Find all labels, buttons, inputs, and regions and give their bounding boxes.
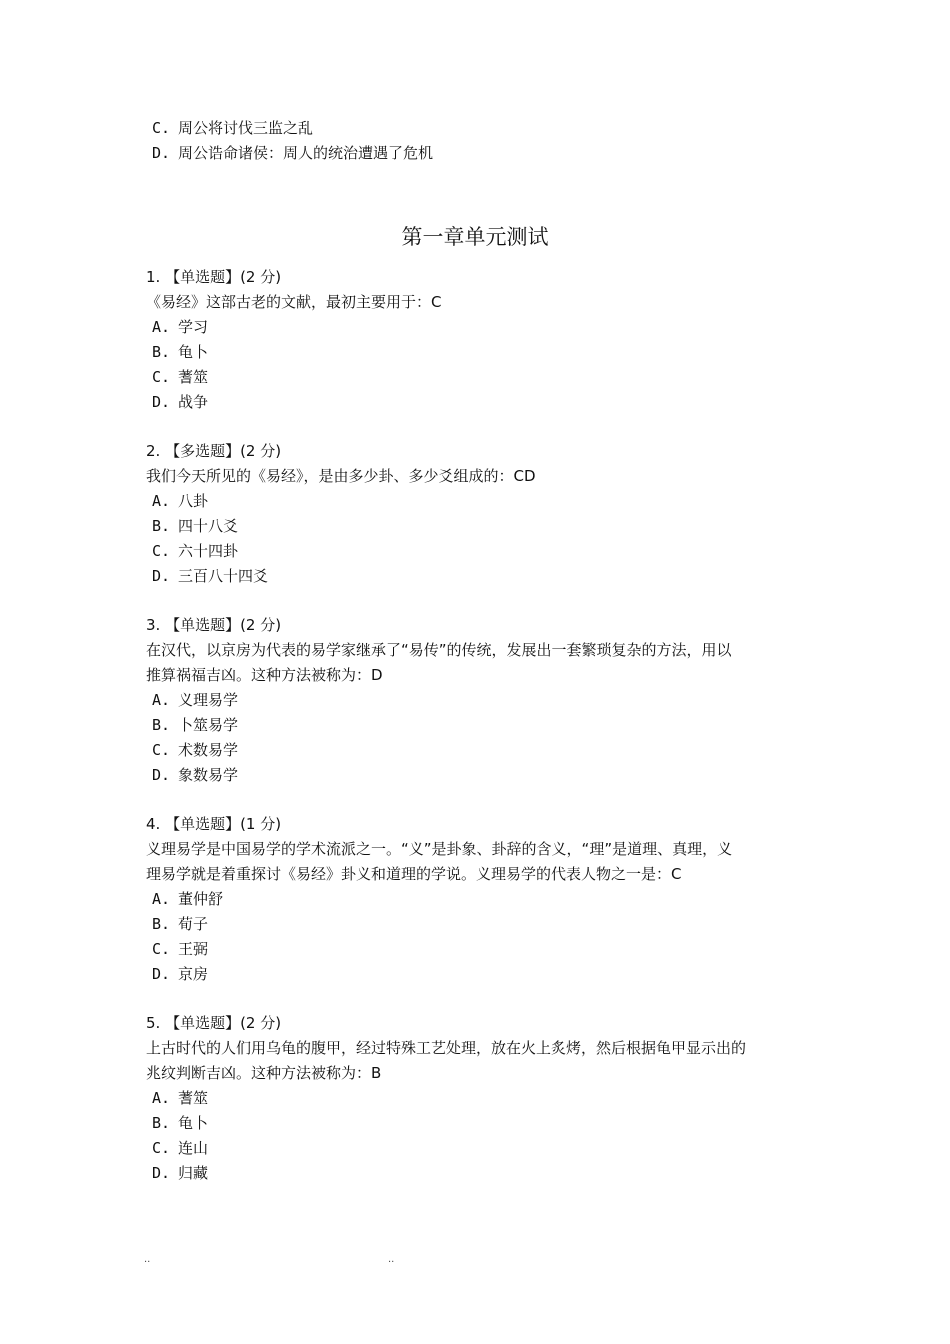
option-a — [152, 889, 223, 909]
question-text: 《易经》这部古老的文献，最初主要用于：C — [146, 293, 442, 311]
option-text: 六十四卦 — [178, 542, 239, 560]
option-c — [152, 939, 208, 959]
option-text: 三百八十四爻 — [178, 567, 269, 585]
option-d — [152, 765, 238, 785]
option-c — [152, 367, 208, 387]
option-text: 京房 — [178, 965, 209, 983]
option-b — [152, 1113, 208, 1133]
prev-option-c — [152, 118, 313, 138]
option-text: 象数易学 — [178, 766, 239, 784]
option-letter: D. — [152, 1164, 171, 1182]
option-letter: A. — [152, 318, 171, 336]
option-text: 周公将讨伐三监之乱 — [178, 119, 314, 137]
option-letter: B. — [152, 517, 171, 535]
option-letter: A. — [152, 492, 171, 510]
option-letter: C. — [152, 940, 171, 958]
option-text: 董仲舒 — [178, 890, 224, 908]
option-letter: C. — [152, 1139, 171, 1157]
option-letter: B. — [152, 1114, 171, 1132]
option-text: 学习 — [178, 318, 209, 336]
option-d — [152, 964, 208, 984]
option-text: 龟卜 — [178, 1114, 209, 1132]
question-text: 义理易学是中国易学的学术流派之一。“义”是卦象、卦辞的含义，“理”是道理、真理，义 — [146, 840, 733, 858]
option-letter: D. — [152, 965, 171, 983]
footer-right-mark: .. — [388, 1254, 395, 1265]
option-a — [152, 491, 208, 511]
option-b — [152, 342, 208, 362]
option-text: 荀子 — [178, 915, 209, 933]
option-letter: C. — [152, 542, 171, 560]
question-header: 2. 【多选题】(2 分) — [146, 442, 282, 460]
option-letter: A. — [152, 890, 171, 908]
option-text: 龟卜 — [178, 343, 209, 361]
option-text: 连山 — [178, 1139, 209, 1157]
option-text: 义理易学 — [178, 691, 239, 709]
option-d — [152, 1163, 208, 1183]
option-text: 术数易学 — [178, 741, 239, 759]
option-d — [152, 392, 208, 412]
option-letter: D. — [152, 766, 171, 784]
option-letter: B. — [152, 343, 171, 361]
option-text: 周公诰命诸侯：周人的统治遭遇了危机 — [178, 144, 434, 162]
option-text: 卜筮易学 — [178, 716, 239, 734]
option-letter: B. — [152, 716, 171, 734]
question-text: 兆纹判断吉凶。这种方法被称为：B — [146, 1064, 382, 1082]
option-a — [152, 1088, 208, 1108]
chapter-title: 第一章单元测试 — [401, 225, 549, 249]
option-text: 战争 — [178, 393, 209, 411]
question-text: 理易学就是着重探讨《易经》卦义和道理的学说。义理易学的代表人物之一是：C — [146, 865, 682, 883]
option-text: 蓍筮 — [178, 1089, 209, 1107]
option-b — [152, 516, 238, 536]
option-text: 归藏 — [178, 1164, 209, 1182]
option-b — [152, 715, 238, 735]
question-header: 5. 【单选题】(2 分) — [146, 1014, 282, 1032]
question-header: 4. 【单选题】(1 分) — [146, 815, 282, 833]
option-text: 四十八爻 — [178, 517, 239, 535]
option-b — [152, 914, 208, 934]
option-c — [152, 1138, 208, 1158]
option-letter: C. — [152, 119, 171, 137]
option-letter: D. — [152, 567, 171, 585]
question-text: 我们今天所见的《易经》，是由多少卦、多少爻组成的：CD — [146, 467, 536, 485]
option-letter: C. — [152, 741, 171, 759]
option-text: 八卦 — [178, 492, 209, 510]
question-header: 1. 【单选题】(2 分) — [146, 268, 282, 286]
prev-option-d — [152, 143, 433, 163]
option-text: 王弼 — [178, 940, 209, 958]
option-letter: A. — [152, 691, 171, 709]
option-c — [152, 740, 238, 760]
option-letter: D. — [152, 393, 171, 411]
option-text: 蓍筮 — [178, 368, 209, 386]
question-text: 推算祸福吉凶。这种方法被称为：D — [146, 666, 383, 684]
option-c — [152, 541, 238, 561]
question-text: 在汉代，以京房为代表的易学家继承了“易传”的传统，发展出一套繁琐复杂的方法，用以 — [146, 641, 732, 659]
option-d — [152, 566, 268, 586]
question-header: 3. 【单选题】(2 分) — [146, 616, 282, 634]
question-text: 上古时代的人们用乌龟的腹甲，经过特殊工艺处理，放在火上炙烤，然后根据龟甲显示出的 — [146, 1039, 747, 1057]
option-letter: B. — [152, 915, 171, 933]
option-letter: C. — [152, 368, 171, 386]
footer-left-mark: .. — [144, 1254, 151, 1265]
option-letter: D. — [152, 144, 171, 162]
option-a — [152, 317, 208, 337]
option-letter: A. — [152, 1089, 171, 1107]
option-a — [152, 690, 238, 710]
